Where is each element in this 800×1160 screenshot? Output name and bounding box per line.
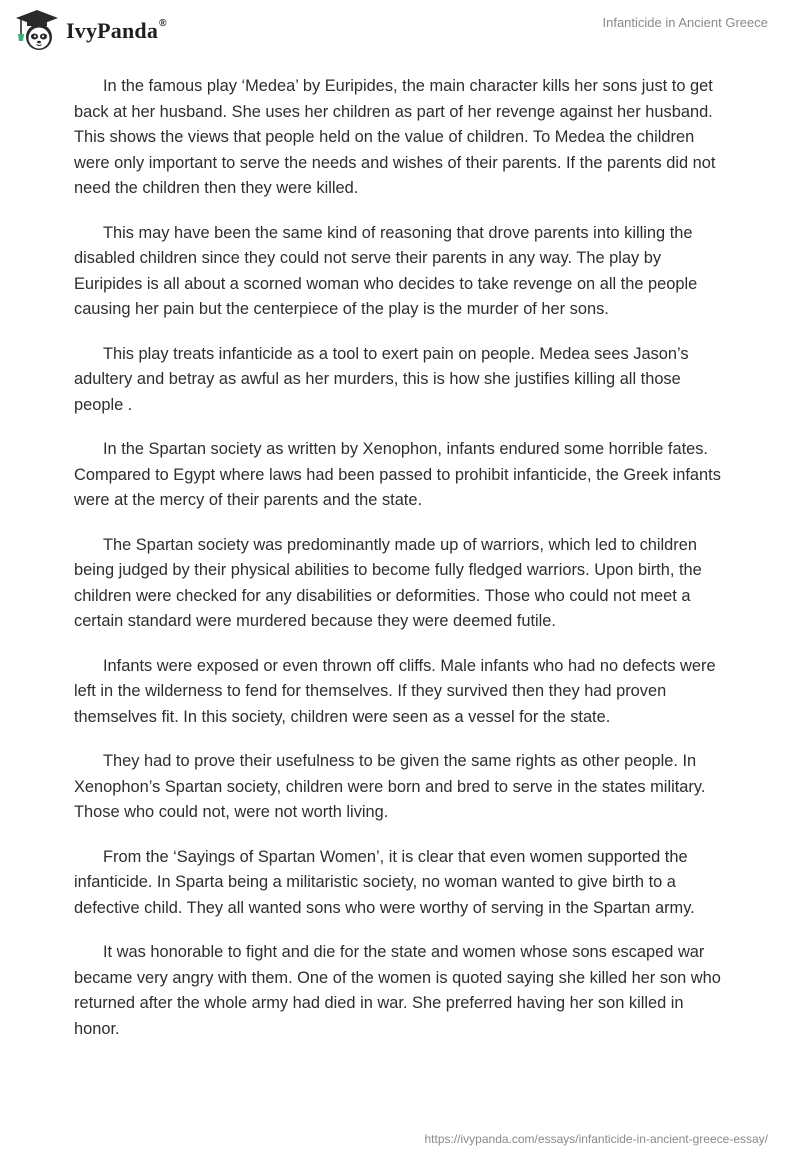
paragraph: This may have been the same kind of reasoning that drove parents into killing the disabled children since they could not serve their parents in any way. The play by Euripides is all about a scorned woman who decides to take revenge on all the people causing her pain but the centerpiece of the play is the murder of her sons.: [74, 223, 698, 318]
paragraph: The Spartan society was predominantly made up of warriors, which led to children being judged by their physical abilities to become fully fledged warriors. Upon birth, the children were checked for any disabilities or deformities. Those who could not meet a certain standard were murdered because they were deemed futile.: [74, 535, 702, 630]
page-header: [0, 0, 800, 60]
essay-body: [74, 74, 726, 1061]
paragraph: It was honorable to fight and die for the state and women whose sons escaped war became very angry with them. One of the women is quoted saying she killed her son who returned after the whole army had died in war. She preferred having her son killed in honor.: [74, 943, 721, 1038]
paragraph: They had to prove their usefulness to be given the same rights as other people. In Xenophon’s Spartan society, children were born and bred to serve in the states military. Those who could not, were not worth living.: [74, 752, 706, 821]
logo[interactable]: [14, 8, 167, 52]
paragraph: In the Spartan society as written by Xenophon, infants endured some horrible fates. Compared to Egypt where laws had been passed to prohibit infanticide, the Greek infants were at the mercy of their parents and the state.: [74, 440, 721, 509]
paragraph: From the ‘Sayings of Spartan Women’, it is clear that even women supported the infanticide. In Sparta being a militaristic society, no woman wanted to give birth to a defective child. They all wanted sons who were worthy of serving in the Spartan army.: [74, 847, 695, 917]
paragraph: In the famous play ‘Medea’ by Euripides, the main character kills her sons just to get back at her husband. She uses her children as part of her revenge against her husband. This shows the views that people held on the value of children. To Medea the children were only important to serve the needs and wishes of their parents. If the parents did not need the children then they were killed.: [74, 77, 716, 197]
panda-graduate-icon: [14, 8, 60, 52]
paragraph: This play treats infanticide as a tool to exert pain on people. Medea sees Jason’s adultery and betray as awful as her murders, this is how she justifies killing all those people .: [74, 344, 689, 414]
paragraph: Infants were exposed or even thrown off cliffs. Male infants who had no defects were left in the wilderness to fend for themselves. If they survived then they had proven themselves fit. In this society, children were seen as a vessel for the state.: [74, 656, 716, 726]
brand-name: IvyPanda®: [66, 17, 167, 43]
source-url[interactable]: https://ivypanda.com/essays/infanticide-in-ancient-greece-essay/: [424, 1132, 768, 1146]
document-title: Infanticide in Ancient Greece: [602, 15, 768, 30]
registered-mark: ®: [159, 17, 167, 29]
